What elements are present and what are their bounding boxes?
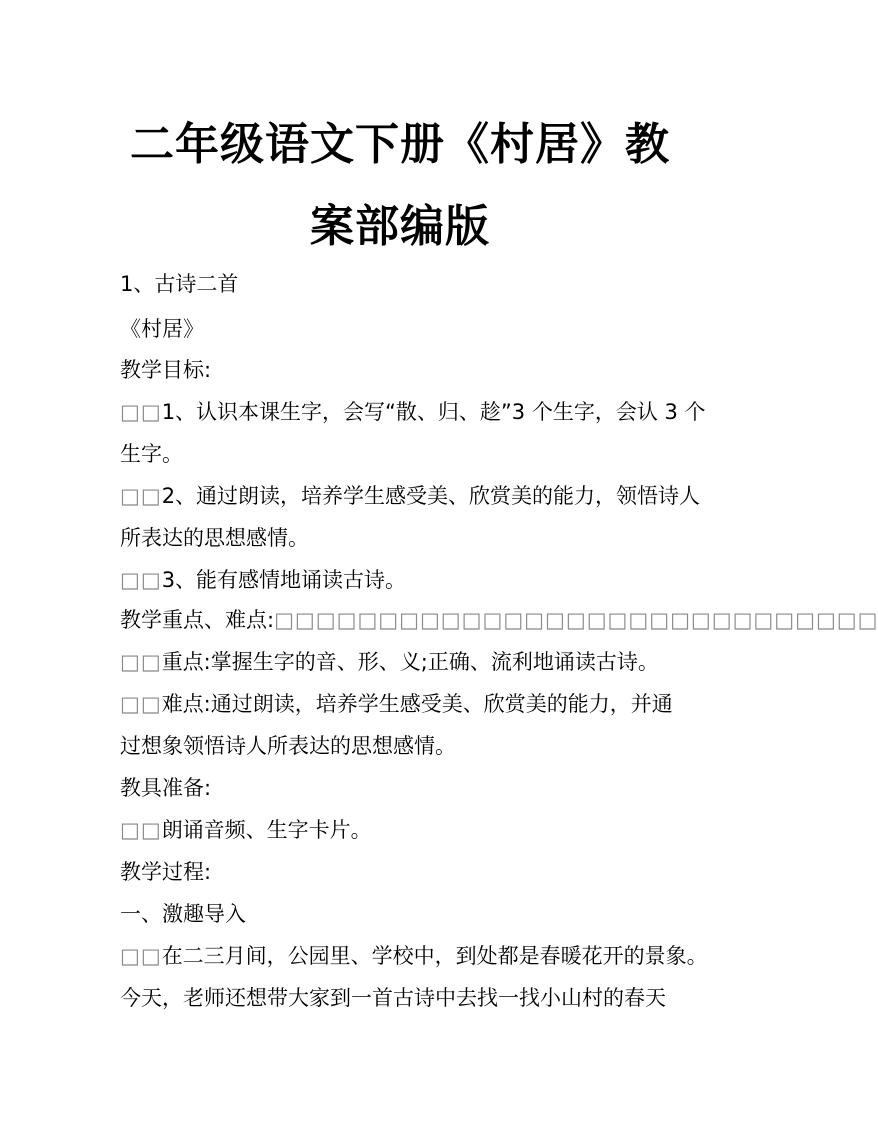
placeholder-run: □□□□□□□□□□□□□□□□□□□□□□□□□□□□□: [274, 608, 878, 632]
paragraph-line: [120, 482, 700, 510]
document-title-line-2: 案部编版: [310, 201, 490, 252]
paragraph-line: [120, 440, 183, 468]
paragraph-line: [120, 942, 708, 970]
paragraph-line: [120, 524, 309, 552]
paragraph-line: [120, 984, 666, 1012]
placeholder-glyphs: □□: [120, 818, 162, 842]
placeholder-glyphs: □□: [120, 400, 162, 424]
line-text: 教具准备:: [120, 776, 212, 800]
key-points-heading: [120, 606, 878, 634]
line-text: 朗诵音频、生字卡片。: [161, 818, 372, 842]
line-text: 教学重点、难点:: [120, 608, 275, 632]
placeholder-glyphs: □□: [120, 484, 162, 508]
placeholder-glyphs: □□: [120, 692, 162, 716]
line-text: 教学目标:: [120, 358, 212, 382]
step-heading: [120, 900, 246, 928]
placeholder-glyphs: □□: [120, 568, 162, 592]
line-text: 教学过程:: [120, 860, 212, 884]
document-title-line-1: 二年级语文下册《村居》教: [130, 119, 670, 170]
line-text: 今天，老师还想带大家到一首古诗中去找一找小山村的春天: [120, 986, 666, 1010]
line-text: 1、古诗二首: [120, 272, 239, 296]
line-text: 一、激趣导入: [120, 902, 246, 926]
section-heading: [120, 270, 238, 298]
line-text: 《村居》: [120, 317, 204, 341]
line-text: 1、认识本课生字，会写“散、归、趁”3 个生字，会认 3 个: [161, 400, 706, 424]
objectives-heading: [120, 356, 211, 384]
placeholder-glyphs: □□: [120, 944, 162, 968]
paragraph-line: [120, 566, 406, 594]
poem-title: [120, 315, 204, 343]
process-heading: [120, 858, 211, 886]
paragraph-line: [120, 648, 659, 676]
line-text: 所表达的思想感情。: [120, 526, 309, 550]
line-text: 生字。: [120, 442, 183, 466]
line-text: 过想象领悟诗人所表达的思想感情。: [120, 734, 456, 758]
line-text: 在二三月间，公园里、学校中，到处都是春暖花开的景象。: [161, 944, 708, 968]
line-text: 2、通过朗读，培养学生感受美、欣赏美的能力，领悟诗人: [161, 484, 701, 508]
placeholder-glyphs: □□: [120, 650, 162, 674]
line-text: 3、能有感情地诵读古诗。: [161, 568, 407, 592]
paragraph-line: [120, 732, 456, 760]
paragraph-line: [120, 690, 673, 718]
line-text: 重点:掌握生字的音、形、义;正确、流利地诵读古诗。: [161, 650, 659, 674]
materials-heading: [120, 774, 211, 802]
line-text: 难点:通过朗读，培养学生感受美、欣赏美的能力，并通: [161, 692, 673, 716]
paragraph-line: [120, 398, 706, 426]
paragraph-line: [120, 816, 372, 844]
